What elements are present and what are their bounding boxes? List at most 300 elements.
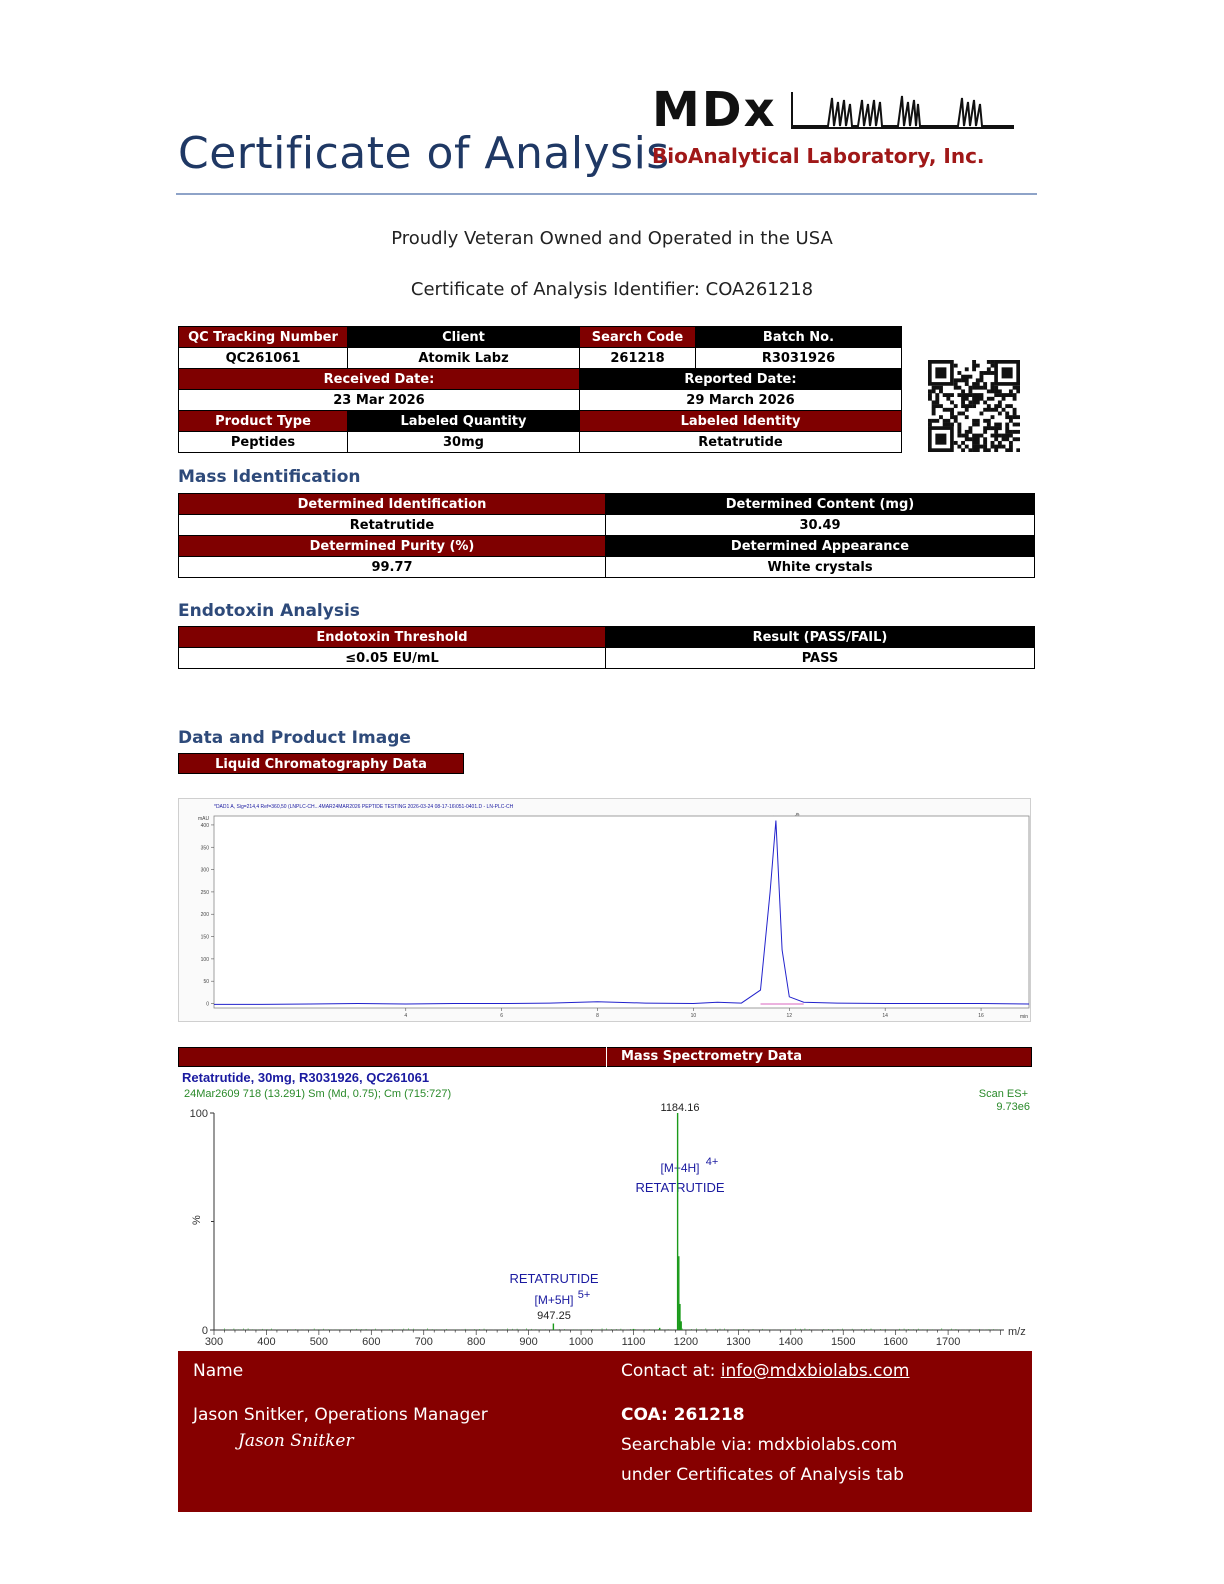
lc-y-tick-label: 350 [200,845,209,852]
qr-module [991,434,995,438]
qr-module [994,437,998,441]
endotoxin-result-label: Result (PASS/FAIL) [606,627,1035,648]
qr-module [1016,386,1020,390]
qr-module [1002,393,1006,397]
ms-x-tick-label: 700 [414,1336,433,1348]
qr-module [968,375,972,379]
qr-module [1005,412,1009,416]
qr-module [983,371,987,375]
qr-module [991,389,995,393]
qr-module [998,412,1002,416]
received-value: 23 Mar 2026 [179,390,580,411]
qr-module [1005,415,1009,419]
qr-module [957,412,961,416]
qr-module [983,441,987,445]
det-id-value: Retatrutide [179,515,606,536]
qr-module [976,400,980,404]
qr-module [968,393,972,397]
qr-module [998,389,1002,393]
qr-module [928,397,932,401]
qr-module [980,375,984,379]
qr-module [954,404,958,408]
qr-module [965,404,969,408]
qr-module [998,393,1002,397]
qr-module [976,448,980,452]
brand-logo-text: MDx [652,82,777,138]
qr-module [928,393,932,397]
qr-module [980,434,984,438]
qr-module [998,404,1002,408]
ms-peak2-mz: 947.25 [537,1310,571,1322]
footer-name-label: Name [193,1361,244,1381]
qr-module [987,426,991,430]
qr-module [968,437,972,441]
qr-module [1002,445,1006,449]
ms-x-tick-label: 500 [309,1336,329,1348]
header-divider [176,193,1037,195]
qr-module [928,423,932,427]
footer-contact [621,1361,909,1381]
endotoxin-result-value: PASS [606,648,1035,669]
qr-module [994,393,998,397]
footer-name: Jason Snitker, Operations Manager [193,1405,488,1425]
lc-y-tick-label: 200 [200,912,209,919]
qr-module [976,445,980,449]
qr-module [968,426,972,430]
lc-y-tick-label: 0 [206,1001,209,1008]
qr-module [961,434,965,438]
qr-module [980,412,984,416]
qr-module [972,393,976,397]
ms-subtitle: 24Mar2609 718 (13.291) Sm (Md, 0.75); Cm (715:727) [184,1088,452,1100]
product-type-label: Product Type [179,411,348,432]
qr-module [1002,397,1006,401]
qr-module [994,445,998,449]
qr-module [968,386,972,390]
qr-module [961,441,965,445]
qr-module [950,412,954,416]
ms-x-tick-label: 1200 [673,1336,699,1348]
qr-module [987,389,991,393]
qr-module [983,448,987,452]
lc-x-unit: min [1020,1014,1029,1020]
qr-module [1005,393,1009,397]
qr-module [965,375,969,379]
batch-value: R3031926 [696,348,902,369]
lc-x-tick-label: 4 [404,1013,408,1019]
qr-module [972,367,976,371]
lc-y-unit: mAU [198,816,210,822]
qr-module [961,378,965,382]
qr-finder-core [935,434,946,445]
ms-scan-label: Scan ES+ [978,1088,1028,1100]
qr-module [983,382,987,386]
qr-module [976,423,980,427]
qr-module [957,386,961,390]
qr-module [987,448,991,452]
tagline: Proudly Veteran Owned and Operated in the USA [391,228,833,249]
qr-module [1013,415,1017,419]
ms-y-tick-label: 0 [201,1325,208,1337]
reported-value: 29 March 2026 [580,390,902,411]
qr-module [1009,445,1013,449]
footer-panel [178,1351,1032,1512]
qr-module [1009,430,1013,434]
qr-module [950,400,954,404]
ms-peak2-charge: 5+ [577,1289,591,1301]
qr-module [991,364,995,368]
ms-x-tick-label: 300 [204,1336,224,1348]
qr-module [994,434,998,438]
qr-module [950,393,954,397]
data-section-heading: Data and Product Image [178,728,411,748]
qr-module [1013,408,1017,412]
det-content-value: 30.49 [606,515,1035,536]
qr-module [1013,412,1017,416]
qr-module [987,408,991,412]
labeled-identity-label: Labeled Identity [580,411,902,432]
qr-module [991,360,995,364]
qr-module [946,393,950,397]
qr-finder-core [1002,367,1013,378]
qr-module [987,419,991,423]
qr-module [994,426,998,430]
qr-module [1009,448,1013,452]
qr-module [994,404,998,408]
qr-module [1016,389,1020,393]
qr-module [954,415,958,419]
qr-module [1005,430,1009,434]
qr-module [983,419,987,423]
qr-module [980,397,984,401]
qr-module [935,400,939,404]
reported-label: Reported Date: [580,369,902,390]
qr-module [1009,393,1013,397]
ms-peak2-name: RETATRUTIDE [509,1271,599,1286]
qr-module [943,393,947,397]
qr-code-icon[interactable] [928,360,1020,452]
qr-module [965,367,969,371]
qr-module [939,389,943,393]
qr-module [1002,437,1006,441]
qr-module [1009,434,1013,438]
qc-tracking-value: QC261061 [179,348,348,369]
ms-intensity: 9.73e6 [996,1101,1030,1113]
qr-module [932,412,936,416]
qr-module [987,367,991,371]
qr-module [994,408,998,412]
qr-module [987,371,991,375]
qr-module [1005,404,1009,408]
qr-module [939,404,943,408]
qr-module [1002,434,1006,438]
lc-plot-area [214,816,1029,1008]
qr-module [968,389,972,393]
qr-module [961,397,965,401]
qr-module [972,382,976,386]
product-type-value: Peptides [179,432,348,453]
qr-module [1013,393,1017,397]
qr-module [991,408,995,412]
qr-module [957,434,961,438]
lc-x-tick-label: 12 [786,1013,793,1019]
qr-module [935,404,939,408]
lc-x-tick-label: 8 [596,1013,599,1019]
qr-module [972,397,976,401]
qr-module [965,437,969,441]
qr-module [965,430,969,434]
qr-module [994,430,998,434]
endotoxin-threshold-value: ≤0.05 EU/mL [179,648,606,669]
qr-module [961,404,965,408]
qr-module [991,397,995,401]
qr-module [987,404,991,408]
qr-module [1009,404,1013,408]
qr-module [972,434,976,438]
qr-module [943,408,947,412]
lc-header-text: *DAD1 A, Sig=214,4 Ref=360,50 (LNPLC-CH...4MAR24MAR2026 PEPTIDE TESTING 2026-03-24 08-17-16\051-0401.D - LN-PLC-CH [214,804,514,810]
qr-module [980,445,984,449]
qr-module [1013,430,1017,434]
footer-email-link[interactable]: info@mdxbiolabs.com [720,1361,910,1381]
qr-module [998,423,1002,427]
ms-x-tick-label: 1000 [568,1336,594,1348]
qr-module [965,397,969,401]
qr-module [932,389,936,393]
qr-module [950,423,954,427]
qr-module [972,423,976,427]
lc-x-tick-label: 6 [500,1013,504,1019]
ms-x-tick-label: 1100 [621,1336,646,1348]
qr-module [1016,423,1020,427]
qr-module [965,408,969,412]
qr-module [976,419,980,423]
qr-module [972,404,976,408]
qr-module [932,419,936,423]
qr-module [957,430,961,434]
lc-x-tick-label: 10 [690,1013,697,1019]
ms-x-tick-label: 1700 [935,1336,961,1348]
mass-identification-heading: Mass Identification [178,467,361,487]
qr-module [946,419,950,423]
qr-module [991,371,995,375]
det-appearance-label: Determined Appearance [606,536,1035,557]
qr-module [998,426,1002,430]
qr-module [935,393,939,397]
det-content-label: Determined Content (mg) [606,494,1035,515]
qr-module [954,441,958,445]
ms-peak1-name: RETATRUTIDE [635,1180,725,1195]
qr-module [976,397,980,401]
ms-peak2-ion: [M+5H] [534,1293,574,1307]
qr-module [961,389,965,393]
qr-module [994,423,998,427]
lc-y-tick-label: 150 [200,934,209,941]
qr-module [998,441,1002,445]
qr-module [976,364,980,368]
qr-module [957,378,961,382]
qr-module [976,382,980,386]
qr-module [1013,397,1017,401]
qr-module [983,426,987,430]
qr-module [972,437,976,441]
qr-module [976,437,980,441]
qr-module [957,426,961,430]
qr-module [987,360,991,364]
lc-y-tick-label: 100 [200,956,209,963]
qr-module [976,378,980,382]
ms-x-tick-label: 900 [519,1336,538,1348]
det-purity-label: Determined Purity (%) [179,536,606,557]
ms-y-label: % [191,1215,203,1225]
qr-module [957,423,961,427]
qr-module [1005,448,1009,452]
qr-module [991,441,995,445]
mass-identification-table [178,493,1035,578]
qr-module [1013,437,1017,441]
qr-module [939,386,943,390]
lc-data-label: Liquid Chromatography Data [178,753,464,774]
qr-module [991,382,995,386]
qr-module [961,393,965,397]
ms-peak1-charge: 4+ [705,1156,719,1168]
qr-module [957,371,961,375]
page-title: Certificate of Analysis [178,128,670,179]
coa-identifier: Certificate of Analysis Identifier: COA261218 [410,279,814,300]
client-label: Client [348,327,580,348]
qr-module [980,378,984,382]
qr-module [991,445,995,449]
ms-peak1-mz: 1184.16 [660,1102,700,1114]
qr-module [972,364,976,368]
qr-module [935,386,939,390]
qr-module [1005,426,1009,430]
ms-x-label: m/z [1008,1326,1026,1338]
qr-module [946,408,950,412]
qr-module [972,400,976,404]
qr-module [972,445,976,449]
qr-module [932,386,936,390]
qr-module [972,441,976,445]
qr-module [987,423,991,427]
qr-finder-core [935,367,946,378]
qr-module [1009,389,1013,393]
ms-data-label: Mass Spectrometry Data [606,1047,806,1067]
qr-module [1005,434,1009,438]
ms-x-tick-label: 1600 [883,1336,908,1348]
qr-module [983,445,987,449]
qr-module [980,393,984,397]
footer-searchable: Searchable via: mdxbiolabs.com [621,1435,898,1455]
lc-y-tick-label: 400 [200,822,209,829]
qr-module [954,382,958,386]
qr-module [1016,430,1020,434]
qr-module [1013,423,1017,427]
qr-module [950,415,954,419]
qr-module [957,393,961,397]
qr-module [932,400,936,404]
brand-subtitle: BioAnalytical Laboratory, Inc. [652,144,985,168]
qr-module [954,419,958,423]
endotoxin-threshold-label: Endotoxin Threshold [179,627,606,648]
ms-title: Retatrutide, 30mg, R3031926, QC261061 [182,1070,430,1085]
search-code-label: Search Code [580,327,696,348]
qr-module [968,404,972,408]
qr-module [991,386,995,390]
endotoxin-heading: Endotoxin Analysis [178,601,360,621]
qr-module [935,419,939,423]
mass-spectrum [178,1067,1034,1351]
qr-module [972,360,976,364]
qr-module [943,419,947,423]
qr-module [1016,448,1020,452]
qr-module [972,448,976,452]
qr-module [983,386,987,390]
ms-x-tick-label: 1500 [830,1336,856,1348]
labeled-quantity-value: 30mg [348,432,580,453]
qr-module [946,397,950,401]
qr-module [961,400,965,404]
ms-x-tick-label: 600 [362,1336,381,1348]
batch-label: Batch No. [696,327,902,348]
client-value: Atomik Labz [348,348,580,369]
labeled-quantity-label: Labeled Quantity [348,411,580,432]
qr-module [994,448,998,452]
qr-module [983,430,987,434]
qr-module [965,382,969,386]
footer-contact-prefix: Contact at: [621,1361,721,1381]
qr-module [961,412,965,416]
qr-module [950,408,954,412]
footer-coa: COA: 261218 [621,1405,745,1425]
qr-module [994,386,998,390]
qr-module [957,445,961,449]
qr-module [980,371,984,375]
received-label: Received Date: [179,369,580,390]
lc-x-tick-label: 16 [978,1013,984,1019]
ms-x-tick-label: 400 [257,1336,276,1348]
det-id-label: Determined Identification [179,494,606,515]
qr-module [965,378,969,382]
qr-module [1016,415,1020,419]
footer-tab: under Certificates of Analysis tab [621,1465,904,1485]
qr-module [954,378,958,382]
qr-module [983,437,987,441]
lc-y-tick-label: 50 [203,979,209,986]
qr-module [965,393,969,397]
labeled-identity-value: Retatrutide [580,432,902,453]
qr-module [928,419,932,423]
ms-y-tick-label: 100 [189,1108,208,1120]
qr-module [1009,441,1013,445]
qr-module [939,415,943,419]
qr-module [976,386,980,390]
qr-module [976,434,980,438]
qr-module [1009,419,1013,423]
lc-y-tick-label: 250 [200,889,209,896]
qr-module [968,400,972,404]
qr-module [1005,423,1009,427]
qr-module [965,415,969,419]
qr-module [932,404,936,408]
lc-chromatogram [178,798,1031,1022]
qr-module [928,389,932,393]
qr-module [968,430,972,434]
qr-module [998,400,1002,404]
qr-module [943,423,947,427]
qr-module [1009,415,1013,419]
lc-y-tick-label: 300 [200,867,209,874]
